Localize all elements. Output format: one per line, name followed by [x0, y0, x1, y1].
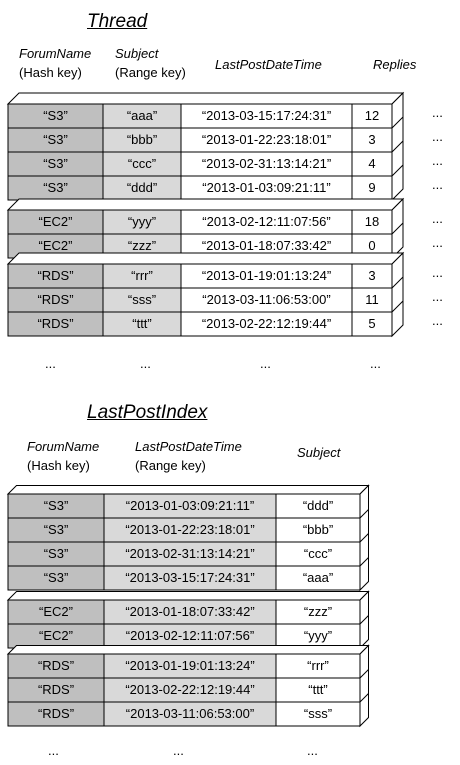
table-cell-text: “bbb”	[126, 132, 158, 147]
table-cell-text: “zzz”	[303, 604, 333, 619]
table-cell-text: 4	[368, 156, 376, 171]
lastpostindex-table-title: LastPostIndex	[87, 402, 208, 423]
table-cell-text: 5	[368, 316, 376, 331]
index-header-lastpostdatetime: LastPostDateTime	[135, 439, 242, 454]
column-continuation-ellipsis: ...	[140, 356, 151, 371]
thread-header-replies: Replies	[373, 57, 417, 72]
table-cell-text: “S3”	[43, 546, 69, 561]
table-cell-text: “2013-02-12:11:07:56”	[202, 214, 331, 229]
table-group-top-face	[8, 592, 369, 601]
table-cell-text: 9	[368, 180, 376, 195]
column-continuation-ellipsis: ...	[48, 743, 59, 758]
table-cell-text: 11	[365, 292, 379, 307]
table-cell-text: “S3”	[43, 156, 68, 171]
thread-header-forumname-key: (Hash key)	[19, 65, 82, 80]
table-cell-text: “ttt”	[308, 682, 328, 697]
table-cell-text: “2013-03-11:06:53:00”	[125, 706, 255, 721]
column-continuation-ellipsis: ...	[260, 356, 271, 371]
table-cell-text: “RDS”	[37, 658, 75, 673]
table-cell-text: “RDS”	[37, 316, 74, 331]
table-cell-text: “2013-01-22:23:18:01”	[125, 522, 255, 537]
table-cell-text: “S3”	[43, 132, 68, 147]
row-continuation-ellipsis: ...	[432, 313, 443, 328]
table-cell-text: “S3”	[43, 108, 68, 123]
table-cell-text: “RDS”	[37, 268, 74, 283]
table-cell-text: “yyy”	[303, 628, 333, 643]
index-header-lastpostdatetime-key: (Range key)	[135, 458, 206, 473]
row-continuation-ellipsis: ...	[432, 211, 443, 226]
table-cell-text: 3	[368, 268, 376, 283]
table-cell-text: “EC2”	[39, 628, 73, 643]
index-header-subject: Subject	[297, 445, 341, 460]
table-cell-text: “2013-01-19:01:13:24”	[125, 658, 255, 673]
table-cell-text: “bbb”	[302, 522, 334, 537]
row-continuation-ellipsis: ...	[432, 129, 443, 144]
table-group-top-face	[8, 199, 403, 210]
table-cell-text: “sss”	[303, 706, 333, 721]
table-cell-text: “ttt”	[132, 316, 152, 331]
thread-header-subject: Subject	[115, 46, 159, 61]
table-cell-text: “2013-01-03:09:21:11”	[125, 498, 255, 513]
table-group-top-face	[8, 486, 369, 495]
table-cell-text: “2013-03-11:06:53:00”	[202, 292, 331, 307]
row-continuation-ellipsis: ...	[432, 289, 443, 304]
row-continuation-ellipsis: ...	[432, 153, 443, 168]
table-group-top-face	[8, 253, 403, 264]
table-group-top-face	[8, 93, 403, 104]
table-cell-text: “2013-02-31:13:14:21”	[201, 156, 332, 171]
index-header-forumname: ForumName	[27, 439, 100, 454]
thread-table-title: Thread	[87, 11, 148, 32]
table-cell-text: “S3”	[43, 180, 68, 195]
table-cell-text: “2013-01-18:07:33:42”	[201, 238, 332, 253]
table-cell-text: 3	[368, 132, 376, 147]
table-cell-text: “2013-01-03:09:21:11”	[202, 180, 331, 195]
table-cell-text: 18	[364, 214, 380, 229]
table-cell-text: “2013-02-22:12:19:44”	[125, 682, 255, 697]
column-continuation-ellipsis: ...	[45, 356, 56, 371]
table-cell-text: “aaa”	[126, 108, 158, 123]
table-cell-text: “2013-01-19:01:13:24”	[201, 268, 332, 283]
table-cell-text: 0	[368, 238, 376, 253]
thread-header-forumname: ForumName	[19, 46, 92, 61]
table-cell-text: “2013-02-12:11:07:56”	[125, 628, 255, 643]
table-cell-text: “2013-01-22:23:18:01”	[201, 132, 332, 147]
table-cell-text: “aaa”	[302, 570, 334, 585]
thread-header-subject-key: (Range key)	[115, 65, 186, 80]
column-continuation-ellipsis: ...	[370, 356, 381, 371]
thread-header-lastpostdatetime: LastPostDateTime	[215, 57, 322, 72]
table-cell-text: “yyy”	[127, 214, 157, 229]
index-header-forumname-key: (Hash key)	[27, 458, 90, 473]
column-continuation-ellipsis: ...	[173, 743, 184, 758]
table-cell-text: “RDS”	[37, 682, 75, 697]
table-cell-text: 12	[364, 108, 380, 123]
table-cell-text: “EC2”	[38, 238, 73, 253]
table-cell-text: “EC2”	[38, 214, 73, 229]
table-cell-text: “ddd”	[302, 498, 334, 513]
table-cell-text: “S3”	[43, 570, 69, 585]
table-cell-text: “2013-03-15:17:24:31”	[201, 108, 332, 123]
table-cell-text: “2013-03-15:17:24:31”	[125, 570, 255, 585]
row-continuation-ellipsis: ...	[432, 105, 443, 120]
table-cell-text: “RDS”	[37, 292, 74, 307]
table-cell-text: “S3”	[43, 522, 69, 537]
table-cell-text: “rrr”	[131, 268, 153, 283]
table-cell-text: “zzz”	[127, 238, 157, 253]
table-cell-text: “sss”	[127, 292, 157, 307]
row-continuation-ellipsis: ...	[432, 235, 443, 250]
table-cell-text: “EC2”	[39, 604, 73, 619]
column-continuation-ellipsis: ...	[307, 743, 318, 758]
table-cell-text: “rrr”	[307, 658, 329, 673]
row-continuation-ellipsis: ...	[432, 177, 443, 192]
table-cell-text: “2013-02-22:12:19:44”	[201, 316, 332, 331]
table-group-top-face	[8, 646, 369, 655]
row-continuation-ellipsis: ...	[432, 265, 443, 280]
table-cell-text: “RDS”	[37, 706, 75, 721]
table-cell-text: “S3”	[43, 498, 69, 513]
table-cell-text: “ccc”	[303, 546, 333, 561]
table-cell-text: “2013-02-31:13:14:21”	[125, 546, 255, 561]
table-cell-text: “ccc”	[127, 156, 157, 171]
table-cell-text: “ddd”	[126, 180, 158, 195]
table-cell-text: “2013-01-18:07:33:42”	[125, 604, 255, 619]
